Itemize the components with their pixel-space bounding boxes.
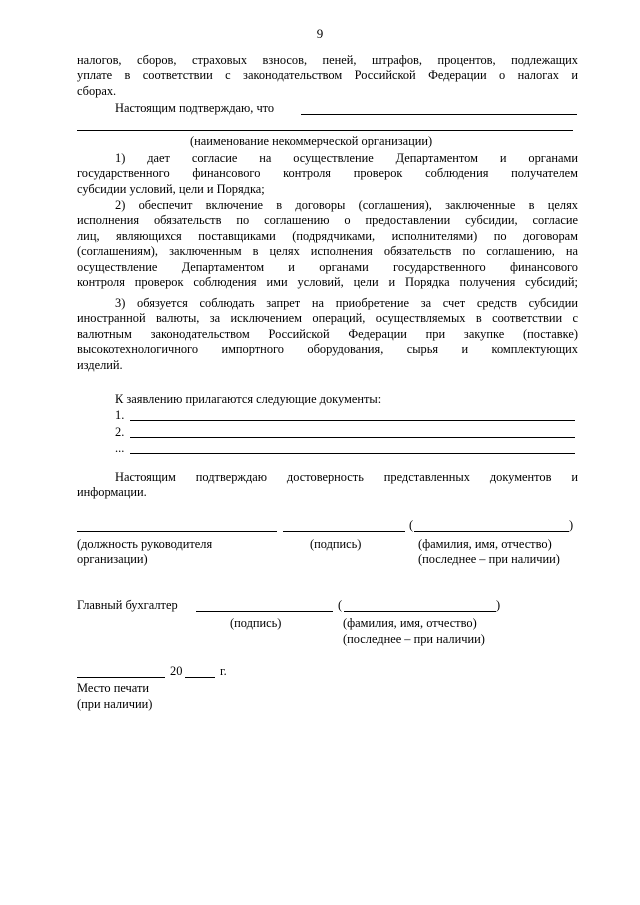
position-line[interactable]	[77, 531, 277, 532]
text-line: 3) обязуется соблюдать запрет на приобретение за счет средств субсидии	[115, 296, 578, 310]
text-line: изделий.	[77, 357, 123, 372]
text-line: осуществление Департаментом и органами государственного финансового	[77, 259, 578, 274]
attachment-line-2[interactable]	[130, 437, 575, 438]
attachment-number: 1.	[115, 408, 125, 422]
name-caption: (фамилия, имя, отчество)	[418, 537, 552, 551]
year-suffix: г.	[220, 664, 227, 678]
signature-caption: (подпись)	[230, 616, 282, 630]
stamp-caption: (при наличии)	[77, 697, 153, 711]
text-line: государственного финансового контроля проверок соблюдения получателем	[77, 166, 578, 181]
confirm-label: Настоящим подтверждаю, что	[115, 101, 275, 115]
text-line: 1) дает согласие на осуществление Департаментом и органами	[115, 151, 578, 165]
close-paren: )	[569, 518, 574, 532]
year-prefix: 20	[170, 664, 183, 678]
obligation-item-3	[77, 296, 578, 373]
organization-name-caption: (наименование некоммерческой организации)	[190, 134, 433, 148]
date-line[interactable]	[77, 677, 165, 678]
signature-line[interactable]	[283, 531, 405, 532]
intro-paragraph	[77, 53, 578, 99]
text-line: иностранной валюты, за исключением операций, осуществляемых в соответствии с	[77, 311, 578, 326]
name-caption: (последнее – при наличии)	[343, 632, 485, 646]
obligation-item-1	[77, 151, 578, 197]
open-paren: (	[338, 598, 343, 612]
text-line: контроля проверок соблюдения ими условий, цели и Порядка получения субсидий;	[77, 274, 578, 289]
fill-line	[301, 114, 577, 115]
accountant-label: Главный бухгалтер	[77, 598, 178, 612]
text-line: высокотехнологичного импортного оборудования, сырья и комплектующих	[77, 342, 578, 357]
text-line: лиц, являющихся поставщиками (подрядчиками, исполнителями) по договорам	[77, 228, 578, 243]
accountant-signature-line[interactable]	[196, 611, 333, 612]
attachments-title: К заявлению прилагаются следующие документы:	[115, 392, 382, 406]
attachment-number: 2.	[115, 425, 125, 439]
text-line: налогов, сборов, страховых взносов, пеней, штрафов, процентов, подлежащих	[77, 53, 578, 67]
text-line: Настоящим подтверждаю достоверность представленных документов и	[115, 470, 578, 484]
position-caption: (должность руководителя	[77, 537, 213, 551]
attachment-line-1[interactable]	[130, 420, 575, 421]
text-line: валютным законодательством Российской Федерации при закупке (поставке)	[77, 326, 578, 341]
text-line: сборах.	[77, 83, 117, 98]
close-paren: )	[496, 598, 501, 612]
text-line: информации.	[77, 485, 147, 500]
page-number: 9	[316, 26, 324, 41]
attachment-number: ...	[115, 441, 125, 455]
open-paren: (	[409, 518, 414, 532]
text-line: субсидии условий, цели и Порядка;	[77, 181, 265, 196]
certify-paragraph	[77, 470, 578, 501]
year-line[interactable]	[185, 677, 215, 678]
stamp-caption: Место печати	[77, 681, 149, 695]
text-line: исполнения обязательств по соглашению о предоставлении субсидии, согласие	[77, 213, 578, 228]
position-caption: организации)	[77, 552, 148, 566]
attachment-line-3[interactable]	[130, 453, 575, 454]
text-line: 2) обеспечит включение в договоры (соглашения), заключенные в целях	[115, 198, 578, 212]
signature-caption: (подпись)	[310, 537, 362, 551]
accountant-name-line[interactable]	[344, 611, 496, 612]
name-line[interactable]	[414, 531, 569, 532]
name-caption: (последнее – при наличии)	[418, 552, 560, 566]
text-line: уплате в соответствии с законодательством Российской Федерации о налогах и	[77, 68, 578, 83]
text-line: (соглашениям), заключенным в целях исполнения обязательств по соглашению, на	[77, 244, 578, 259]
name-caption: (фамилия, имя, отчество)	[343, 616, 477, 630]
fill-line	[77, 130, 573, 131]
obligation-item-2	[77, 198, 578, 290]
